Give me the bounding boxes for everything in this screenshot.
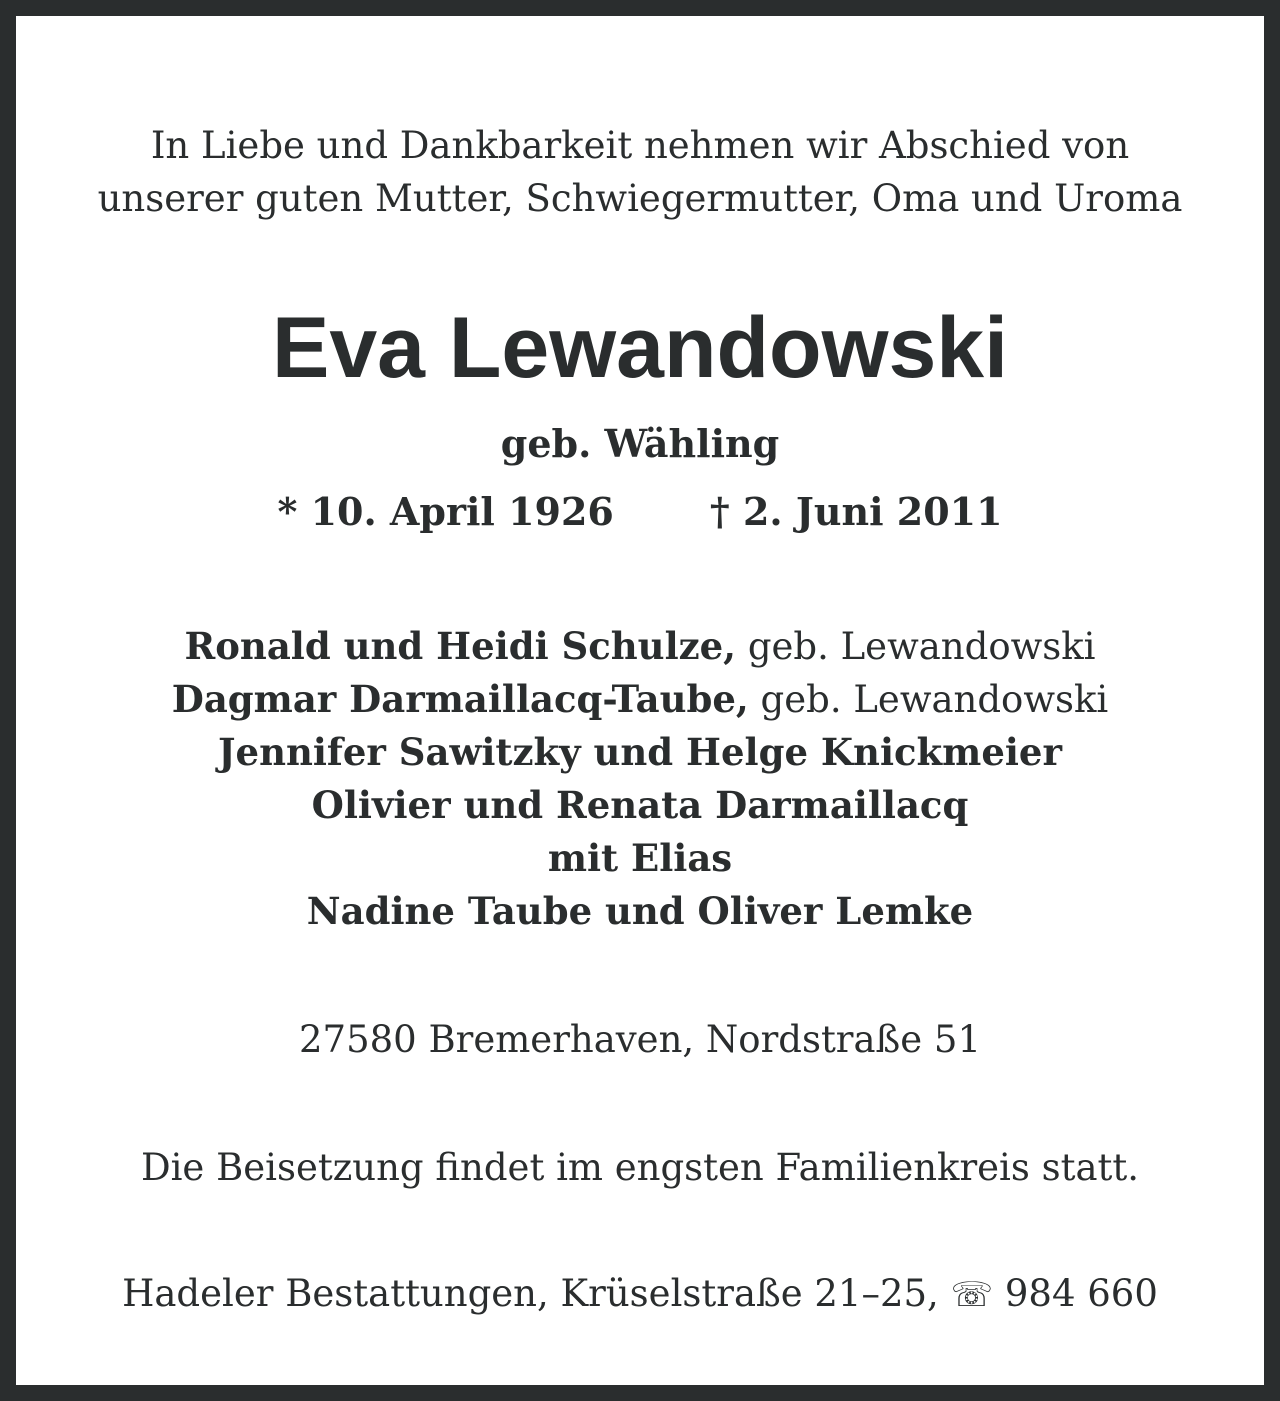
telephone-icon: ☏ xyxy=(950,1275,994,1315)
undertaker-line xyxy=(32,1268,1248,1321)
mourner-suffix: geb. Lewandowski xyxy=(736,625,1096,668)
mourner-name: Olivier und Renata Darmaillacq xyxy=(311,783,969,827)
undertaker-name: Hadeler Bestattungen, Krüselstraße 21–25, xyxy=(122,1272,939,1315)
intro-line-2: unserer guten Mutter, Schwiegermutter, Oma und Uroma xyxy=(97,177,1183,220)
intro-line-1: In Liebe und Dankbarkeit nehmen wir Abschied von xyxy=(150,124,1130,167)
mourner-line xyxy=(32,885,1248,938)
death-date: † 2. Juni 2011 xyxy=(709,489,1003,534)
mourner-line xyxy=(32,673,1248,726)
mourner-name: Dagmar Darmaillacq-Taube, xyxy=(171,677,749,721)
mourner-line xyxy=(32,620,1248,673)
birth-date: * 10. April 1926 xyxy=(277,489,614,534)
obituary-notice xyxy=(32,32,1248,1369)
mourner-line xyxy=(32,779,1248,832)
mourner-name: Nadine Taube und Oliver Lemke xyxy=(306,889,974,933)
family-address: 27580 Bremerhaven, Nordstraße 51 xyxy=(298,1018,982,1061)
mourner-name: Ronald und Heidi Schulze, xyxy=(184,624,737,668)
maiden-name: geb. Wähling xyxy=(500,421,780,466)
deceased-name: Eva Lewandowski xyxy=(271,300,1009,396)
mourner-name: Jennifer Sawitzky und Helge Knickmeier xyxy=(218,730,1062,774)
mourner-line xyxy=(32,726,1248,779)
mourner-suffix: geb. Lewandowski xyxy=(748,678,1109,721)
life-dates xyxy=(32,488,1248,536)
undertaker-phone: 984 660 xyxy=(1004,1272,1158,1315)
mourner-name: mit Elias xyxy=(547,836,733,880)
burial-note: Die Beisetzung findet im engsten Familienkreis statt. xyxy=(140,1146,1140,1189)
mourner-line xyxy=(32,832,1248,885)
